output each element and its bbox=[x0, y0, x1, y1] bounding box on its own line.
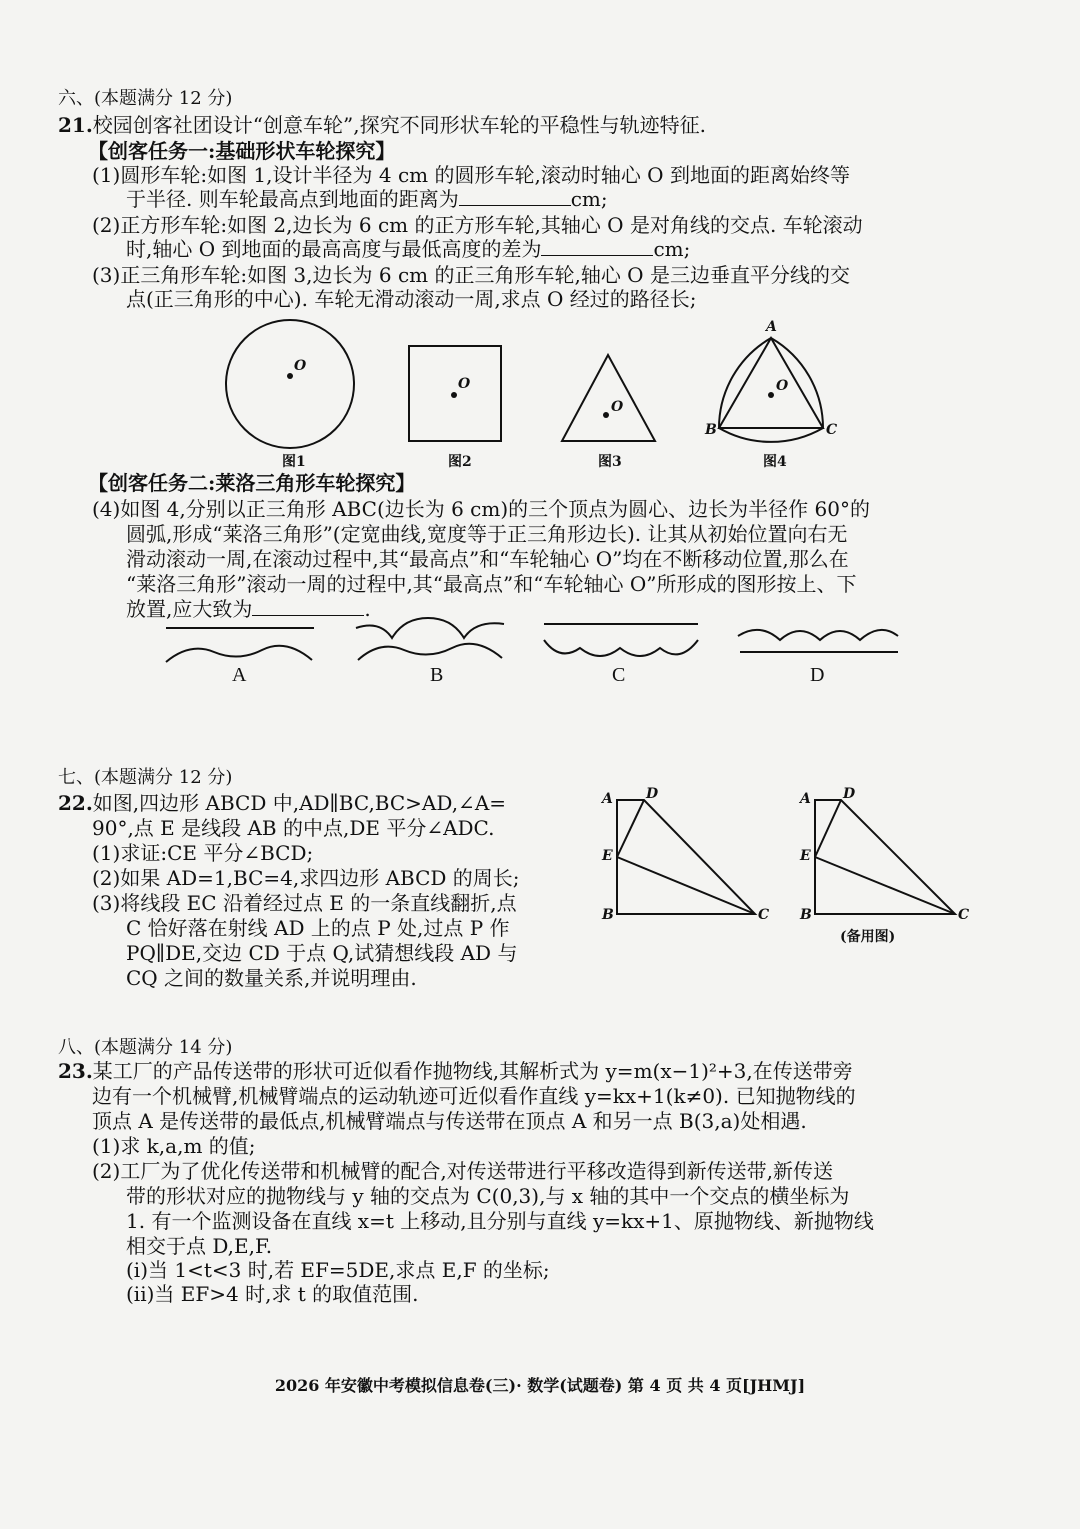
task1-title: 【创客任务一:基础形状车轮探究】 bbox=[88, 139, 396, 163]
fig2-label-o: O bbox=[458, 376, 471, 392]
q22-text1: 如图,四边形 ABCD 中,AD∥BC,BC>AD,∠A= bbox=[92, 791, 507, 815]
q22-line3: (1)求证:CE 平分∠BCD; bbox=[92, 841, 314, 865]
q22-line7: PQ∥DE,交边 CD 于点 Q,试猜想线段 AD 与 bbox=[126, 941, 518, 965]
q23-line1 bbox=[58, 1058, 853, 1084]
q21-part1-unit: cm; bbox=[570, 187, 608, 211]
q21-part2-unit: cm; bbox=[653, 237, 691, 261]
q22-backup-label-c: C bbox=[958, 907, 970, 923]
q21-part2-line1: (2)正方形车轮:如图 2,边长为 6 cm 的正方形车轮,其轴心 O 是对角线的交点. 车轮滚动 bbox=[92, 213, 863, 237]
q22-line4: (2)如果 AD=1,BC=4,求四边形 ABCD 的周长; bbox=[92, 866, 520, 890]
fig4-label-b: B bbox=[705, 422, 717, 438]
q22-backup-label-a: A bbox=[800, 791, 811, 807]
section-6-header: 六、(本题满分 12 分) bbox=[58, 88, 233, 109]
fig1-caption: 图1 bbox=[282, 454, 306, 470]
q21-intro: 校园创客社团设计“创意车轮”,探究不同形状车轮的平稳性与轨迹特征. bbox=[92, 113, 706, 137]
q21-part4-line1: (4)如图 4,分别以正三角形 ABC(边长为 6 cm)的三个顶点为圆心、边长为半径作 60°的 bbox=[92, 497, 870, 521]
fig4-label-o: O bbox=[776, 378, 789, 394]
fig4-label-c: C bbox=[826, 422, 838, 438]
q23-line2: 边有一个机械臂,机械臂端点的运动轨迹可近似看作直线 y=kx+1(k≠0). 已知抛物线的 bbox=[92, 1084, 856, 1108]
q21-part4-line4: “莱洛三角形”滚动一周的过程中,其“最高点”和“车轮轴心 O”所形成的图形按上、下 bbox=[126, 572, 857, 596]
q22-label-b: B bbox=[602, 907, 614, 923]
q22-number: 22. bbox=[58, 791, 93, 815]
q23-line10: (ii)当 EF>4 时,求 t 的取值范围. bbox=[126, 1282, 419, 1306]
q22-label-d: D bbox=[646, 786, 659, 802]
q23-line9: (i)当 1<t<3 时,若 EF=5DE,求点 E,F 的坐标; bbox=[126, 1258, 550, 1282]
q22-line8: CQ 之间的数量关系,并说明理由. bbox=[126, 966, 417, 990]
option-b-label: B bbox=[430, 664, 444, 686]
option-a-label: A bbox=[232, 664, 247, 686]
q23-line8: 相交于点 D,E,F. bbox=[126, 1234, 273, 1258]
q22-backup-label-e: E bbox=[800, 848, 811, 864]
fig3-caption: 图3 bbox=[598, 454, 622, 470]
q23-text1: 某工厂的产品传送带的形状可近似看作抛物线,其解析式为 y=m(x−1)²+3,在传送带旁 bbox=[92, 1059, 853, 1083]
page-footer: 2026 年安徽中考模拟信息卷(三)· 数学(试题卷) 第 4 页 共 4 页[JHMJ] bbox=[274, 1376, 806, 1395]
fig3-label-o: O bbox=[611, 399, 624, 415]
backup-figure-caption: (备用图) bbox=[840, 929, 896, 945]
q21-part3-line2: 点(正三角形的中心). 车轮无滑动滚动一周,求点 O 经过的路径长; bbox=[126, 287, 697, 311]
q23-line5: (2)工厂为了优化传送带和机械臂的配合,对传送带进行平移改造得到新传送带,新传送 bbox=[92, 1159, 834, 1183]
q21-part4-line3: 滑动滚动一周,在滚动过程中,其“最高点”和“车轮轴心 O”均在不断移动位置,那么在 bbox=[126, 547, 849, 571]
option-d-label: D bbox=[810, 664, 825, 686]
q21-part4-line2: 圆弧,形成“莱洛三角形”(定宽曲线,宽度等于正三角形边长). 让其从初始位置向右无 bbox=[126, 522, 848, 546]
q21-part3-line1: (3)正三角形车轮:如图 3,边长为 6 cm 的正三角形车轮,轴心 O 是三边垂直平分线的交 bbox=[92, 263, 850, 287]
q22-line6: C 恰好落在射线 AD 上的点 P 处,过点 P 作 bbox=[126, 916, 510, 940]
q22-label-a: A bbox=[602, 791, 613, 807]
task2-title: 【创客任务二:莱洛三角形车轮探究】 bbox=[88, 471, 416, 495]
option-c-label: C bbox=[612, 664, 626, 686]
q23-number: 23. bbox=[58, 1059, 93, 1083]
section-8-header: 八、(本题满分 14 分) bbox=[58, 1037, 233, 1058]
q22-label-e: E bbox=[602, 848, 613, 864]
fig4-caption: 图4 bbox=[763, 454, 787, 470]
section-7-header: 七、(本题满分 12 分) bbox=[58, 767, 233, 788]
q21-part1-text: 于半径. 则车轮最高点到地面的距离为 bbox=[126, 187, 459, 211]
q21-part4-end: . bbox=[364, 597, 371, 621]
q23-line7: 1. 有一个监测设备在直线 x=t 上移动,且分别与直线 y=kx+1、原抛物线、新抛物线 bbox=[126, 1209, 874, 1233]
q22-line2: 90°,点 E 是线段 AB 的中点,DE 平分∠ADC. bbox=[92, 816, 495, 840]
q22-line5: (3)将线段 EC 沿着经过点 E 的一条直线翻折,点 bbox=[92, 891, 517, 915]
q22-backup-label-d: D bbox=[843, 786, 856, 802]
q23-line4: (1)求 k,a,m 的值; bbox=[92, 1134, 256, 1158]
fig2-caption: 图2 bbox=[448, 454, 472, 470]
q22-label-c: C bbox=[758, 907, 770, 923]
q22-backup-label-b: B bbox=[800, 907, 812, 923]
q23-line6: 带的形状对应的抛物线与 y 轴的交点为 C(0,3),与 x 轴的其中一个交点的横坐标为 bbox=[126, 1184, 850, 1208]
q21-number: 21. bbox=[58, 113, 93, 137]
fig1-label-o: O bbox=[294, 358, 307, 374]
q21-part2-text: 时,轴心 O 到地面的最高高度与最低高度的差为 bbox=[126, 237, 542, 261]
q21-part1-line1: (1)圆形车轮:如图 1,设计半径为 4 cm 的圆形车轮,滚动时轴心 O 到地面的距离始终等 bbox=[92, 163, 850, 187]
fig4-label-a: A bbox=[766, 319, 777, 335]
q22-figure-backup bbox=[815, 800, 955, 914]
q23-line3: 顶点 A 是传送带的最低点,机械臂端点与传送带在顶点 A 和另一点 B(3,a)处相遇. bbox=[92, 1109, 807, 1133]
q21-part4-text: 放置,应大致为 bbox=[126, 597, 253, 621]
q22-figure-main bbox=[617, 800, 755, 914]
